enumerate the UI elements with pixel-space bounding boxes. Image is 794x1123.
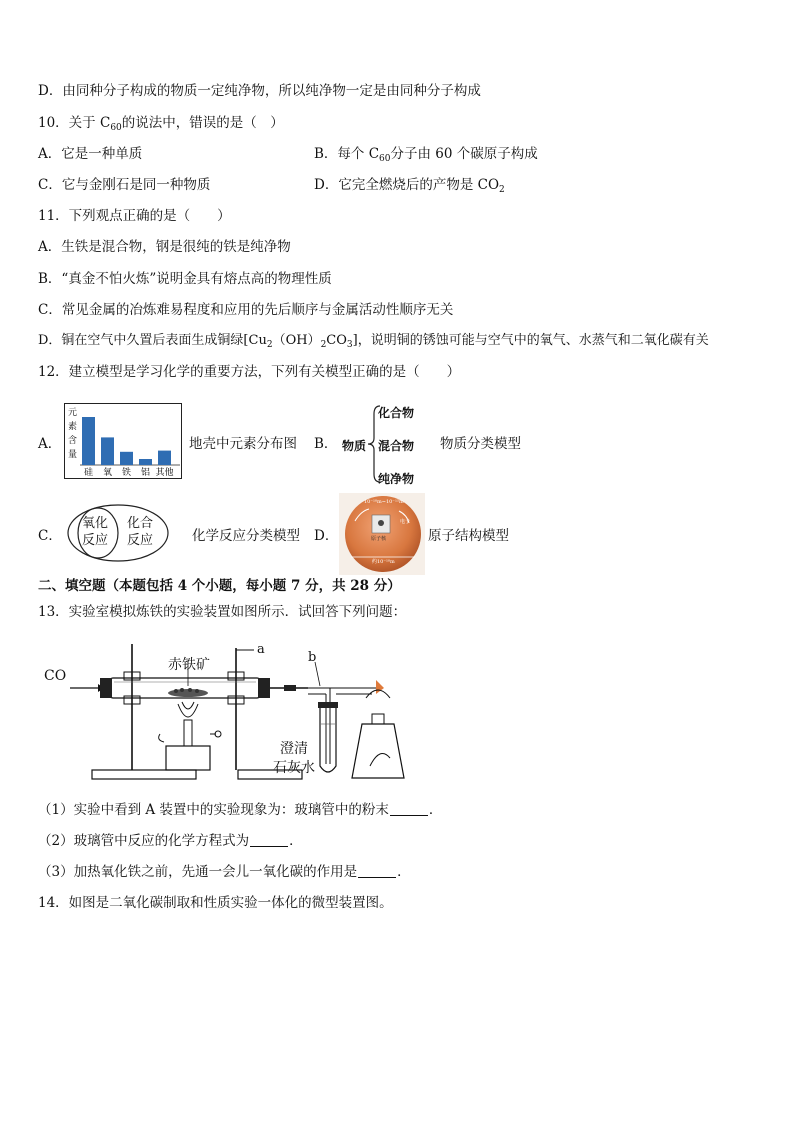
q13-sub2: （2）玻璃管中反应的化学方程式为 ． (38, 833, 303, 849)
chart-ylabel-char: 元 (68, 408, 78, 418)
chart-ylabel-char: 量 (68, 450, 78, 460)
q11-stem: 11．下列观点正确的是（ ） (38, 208, 231, 224)
atom-top-label: 10⁻¹⁰m~10⁻¹⁵m (364, 499, 404, 505)
chart-category-label: 铝 (140, 468, 151, 478)
q11-option-d: D．铜在空气中久置后表面生成铜绿$[Cu_2(OH)_2CO_3]$，说明铜的锈蚀可能与空气中的氧气、水蒸气和二氧化碳有关 (38, 333, 709, 350)
apparatus-limewater-line1: 澄清 (280, 741, 308, 757)
apparatus-co-label: CO (44, 668, 67, 684)
answer-blank[interactable] (250, 834, 288, 847)
chart-ylabel-char: 素 (68, 422, 78, 432)
q13-sub3: （3）加热氧化铁之前，先通一会儿一氧化碳的作用是 ． (38, 864, 411, 880)
atom-bottom-label: 约10⁻¹⁰m (372, 559, 395, 565)
class-item-pure: 纯净物 (378, 472, 415, 486)
q12-label-c: C． (38, 528, 62, 544)
q13-sub1: （1）实验中看到 A 装置中的实验现象为：玻璃管中的粉末 ． (38, 802, 443, 818)
chart-ylabel-char: 含 (68, 436, 78, 446)
q10-option-c: C．它与金刚石是同一种物质 (38, 177, 211, 193)
apparatus-ore-label: 赤铁矿 (168, 657, 210, 673)
q12-caption-c: 化学反应分类模型 (192, 528, 300, 544)
q9-option-d: D．由同种分子构成的物质一定纯净物，所以纯净物一定是由同种分子构成 (38, 83, 481, 99)
chart-bar (101, 437, 114, 465)
q12-label-d: D． (314, 528, 339, 544)
chart-category-label: 硅 (83, 468, 94, 478)
q10-option-a: A．它是一种单质 (38, 146, 143, 162)
apparatus-limewater-line2: 石灰水 (273, 760, 315, 776)
q11-option-b: B．“真金不怕火炼”说明金具有熔点高的物理性质 (38, 271, 332, 287)
q10-option-b: B．每个 $C_{60}$分子由 60 个碳原子构成 (314, 146, 538, 164)
q13-stem: 13．实验室模拟炼铁的实验装置如图所示．试回答下列问题： (38, 604, 407, 620)
chart-bar (120, 452, 133, 465)
q12-caption-b: 物质分类模型 (440, 436, 521, 452)
apparatus-a-label: a (257, 642, 265, 657)
iron-smelting-apparatus (40, 638, 420, 784)
atom-electron-label: 电子 (400, 519, 411, 525)
q12-caption-d: 原子结构模型 (428, 528, 509, 544)
apparatus-b-label: b (308, 650, 317, 665)
q12-caption-a: 地壳中元素分布图 (189, 436, 297, 452)
q11-option-c: C．常见金属的冶炼难易程度和应用的先后顺序与金属活动性顺序无关 (38, 302, 454, 318)
chart-bar (139, 459, 152, 465)
venn-right-label: 化合 反应 (127, 516, 154, 548)
q10-option-d: D．它完全燃烧后的产物是 $CO_2$ (314, 177, 505, 195)
q12-stem: 12．建立模型是学习化学的重要方法，下列有关模型正确的是（ ） (38, 364, 461, 380)
q10-stem: 10．关于 $C_{60}$的说法中，错误的是（ ） (38, 115, 284, 133)
atom-nucleus-label: 原子核 (371, 536, 387, 542)
q14-stem: 14．如图是二氧化碳制取和性质实验一体化的微型装置图。 (38, 895, 393, 911)
q12-label-b: B． (314, 436, 338, 452)
crust-element-chart (64, 403, 182, 479)
chart-bar (82, 417, 95, 465)
q12-label-a: A． (38, 436, 62, 452)
chart-bar (158, 451, 171, 465)
venn-left-label: 氧化 反应 (82, 516, 109, 548)
class-item-mixture: 混合物 (378, 439, 415, 453)
chart-category-label: 其他 (155, 468, 174, 478)
class-item-compound: 化合物 (378, 406, 415, 420)
answer-blank[interactable] (358, 865, 396, 878)
answer-blank[interactable] (390, 803, 428, 816)
class-root: 物质 (342, 439, 367, 453)
chart-category-label: 氧 (102, 468, 113, 478)
q11-option-a: A．生铁是混合物，钢是很纯的铁是纯净物 (38, 239, 291, 255)
section-title-fill-in: 二、填空题（本题包括 4 个小题，每小题 7 分，共 28 分） (38, 578, 401, 594)
chart-category-label: 铁 (121, 468, 132, 478)
